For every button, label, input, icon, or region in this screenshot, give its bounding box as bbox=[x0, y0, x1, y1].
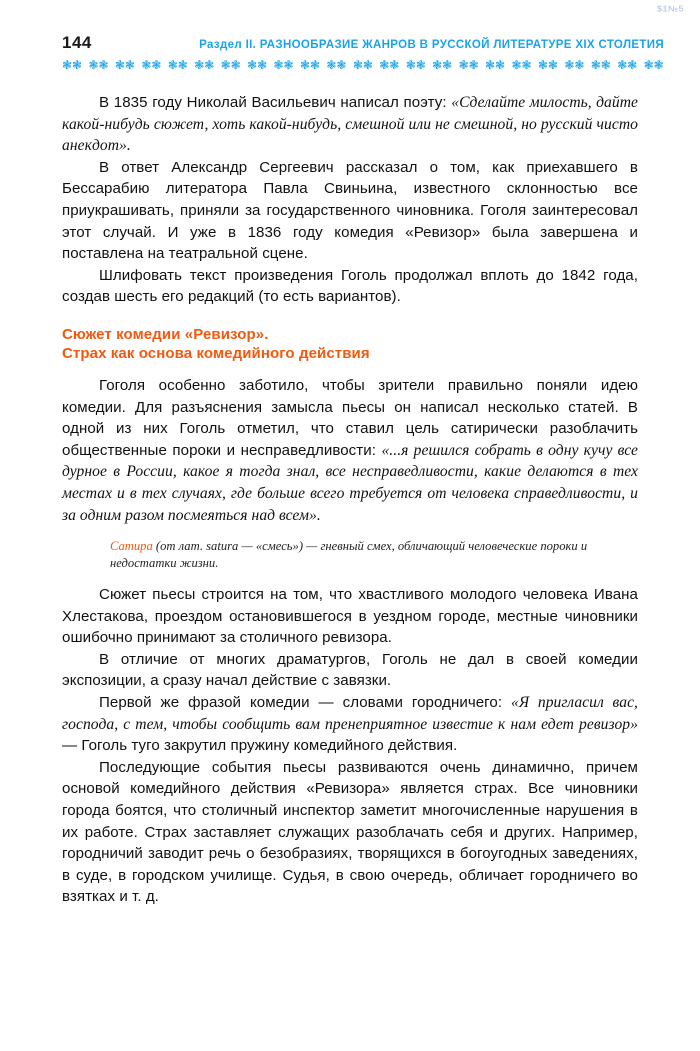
ornament-unit: ❃❃ bbox=[537, 58, 558, 72]
paragraph-1-lead: В 1835 году Николай Васильевич написал поэту: bbox=[99, 94, 452, 111]
paragraph-4-lead: Гоголя особенно заботило, чтобы зрители правильно поняли идею комедии. Для разъяснения замысла пьесы он написал несколько статей. В одной из них Гоголь отметил, что ставил цель сатирически разоблачить общественные пороки и несправедливости: bbox=[62, 376, 638, 459]
ornament-unit: ❃❃ bbox=[62, 58, 83, 72]
ornamental-divider bbox=[62, 58, 664, 72]
paragraph-5: Сюжет пьесы строится на том, что хвастливого молодого человека Ивана Хлестакова, проездом остановившегося в уездном городе, местные чиновники ошибочно принимают за столичного ревизора. bbox=[62, 586, 638, 647]
term-definition-text: — «смесь») — гневный смех, обличающий человеческие пороки и недостатки жизни. bbox=[110, 539, 588, 571]
ornament-unit: ❃❃ bbox=[405, 58, 426, 72]
ornament-unit: ❃❃ bbox=[485, 58, 506, 72]
ornament-unit: ❃❃ bbox=[220, 58, 241, 72]
paragraph-7 bbox=[62, 692, 638, 757]
ornament-unit: ❃❃ bbox=[643, 58, 664, 72]
running-head-title: Раздел II. РАЗНООБРАЗИЕ ЖАНРОВ В РУССКОЙ ЛИТЕРАТУРЕ XIX СТОЛЕТИЯ bbox=[199, 38, 664, 51]
paragraph-2: В ответ Александр Сергеевич рассказал о том, как приехавшего в Бессарабию литератора Павла Свиньина, известного склонностью все приукрашивать, приняли за государственного чиновника. Гоголя заинтересовал этот случай. И уже в 1836 году комедия «Ревизор» была завершена и поставлена на театральной сцене. bbox=[62, 158, 638, 263]
paragraph-8: Последующие события пьесы развиваются очень динамично, причем основой комедийного действия «Ревизора» является страх. Все чиновники города боятся, что столичный инспектор заметит многочисленные нарушения в их работе. Страх заставляет служащих разоблачать себя и других. Например, городничий заводит речь о безобразиях, творящихся в богоугодных заведениях, в суде, в городском училище. Судья, в свою очередь, обличает городничего во взятках и т. д. bbox=[62, 758, 638, 906]
ornament-unit: ❃❃ bbox=[326, 58, 347, 72]
ornament-unit: ❃❃ bbox=[617, 58, 638, 72]
ornament-unit: ❃❃ bbox=[458, 58, 479, 72]
paragraph-7-lead: Первой же фразой комедии — словами городничего: bbox=[99, 694, 512, 712]
term-definition-block bbox=[62, 538, 638, 572]
ornament-unit: ❃❃ bbox=[88, 58, 109, 72]
paragraph-7-tail: — Гоголь туго закрутил пружину комедийного действия. bbox=[62, 737, 458, 755]
section-heading-line-1: Сюжет комедии «Ревизор». bbox=[62, 325, 269, 343]
scan-corner-mark: $1№5 bbox=[656, 4, 684, 14]
paragraph-1 bbox=[62, 92, 638, 157]
section-heading-line-2: Страх как основа комедийного действия bbox=[62, 345, 370, 363]
paragraph-3: Шлифовать текст произведения Гоголь продолжал вплоть до 1842 года, создав шесть его редакций (то есть вариантов). bbox=[62, 266, 638, 306]
term-latin-origin: satura bbox=[206, 539, 239, 554]
ornament-unit: ❃❃ bbox=[379, 58, 400, 72]
paragraph-7-quote: «Я пригласил вас, господа, с тем, чтобы сообщить вам пренеприятное известие к нам едет ревизор» bbox=[62, 694, 638, 733]
ornament-unit: ❃❃ bbox=[352, 58, 373, 72]
ornament-unit: ❃❃ bbox=[564, 58, 585, 72]
ornament-unit: ❃❃ bbox=[432, 58, 453, 72]
ornament-unit: ❃❃ bbox=[114, 58, 135, 72]
paragraph-4-quote: «...я решился собрать в одну кучу все дурное в России, какое я тогда знал, все несправедливости, какие делаются в тех местах и в тех случаях, где больше всего требуется от человека справедливости, и за одним разом посмеяться над всем». bbox=[62, 441, 639, 524]
page-number: 144 bbox=[62, 33, 92, 52]
ornament-unit: ❃❃ bbox=[590, 58, 611, 72]
term-name: Сатира bbox=[110, 539, 153, 554]
paragraph-4 bbox=[62, 375, 638, 526]
ornament-unit: ❃❃ bbox=[511, 58, 532, 72]
text-column bbox=[62, 92, 638, 908]
section-heading bbox=[62, 325, 638, 364]
ornament-unit: ❃❃ bbox=[194, 58, 215, 72]
term-definition-prefix: (от лат. bbox=[152, 539, 207, 554]
ornament-unit: ❃❃ bbox=[247, 58, 268, 72]
paragraph-6: В отличие от многих драматургов, Гоголь не дал в своей комедии экспозиции, а сразу начал действие с завязки. bbox=[62, 650, 638, 690]
ornament-unit: ❃❃ bbox=[299, 58, 321, 72]
running-head bbox=[62, 33, 664, 53]
paragraph-1-quote: «Сделайте милость, дайте какой-нибудь сюжет, хоть какой-нибудь, смешной или не смешной, но русский чисто анекдот». bbox=[62, 94, 639, 155]
ornament-unit: ❃❃ bbox=[141, 58, 162, 72]
ornament-unit: ❃❃ bbox=[273, 58, 294, 72]
ornament-unit: ❃❃ bbox=[167, 58, 188, 72]
